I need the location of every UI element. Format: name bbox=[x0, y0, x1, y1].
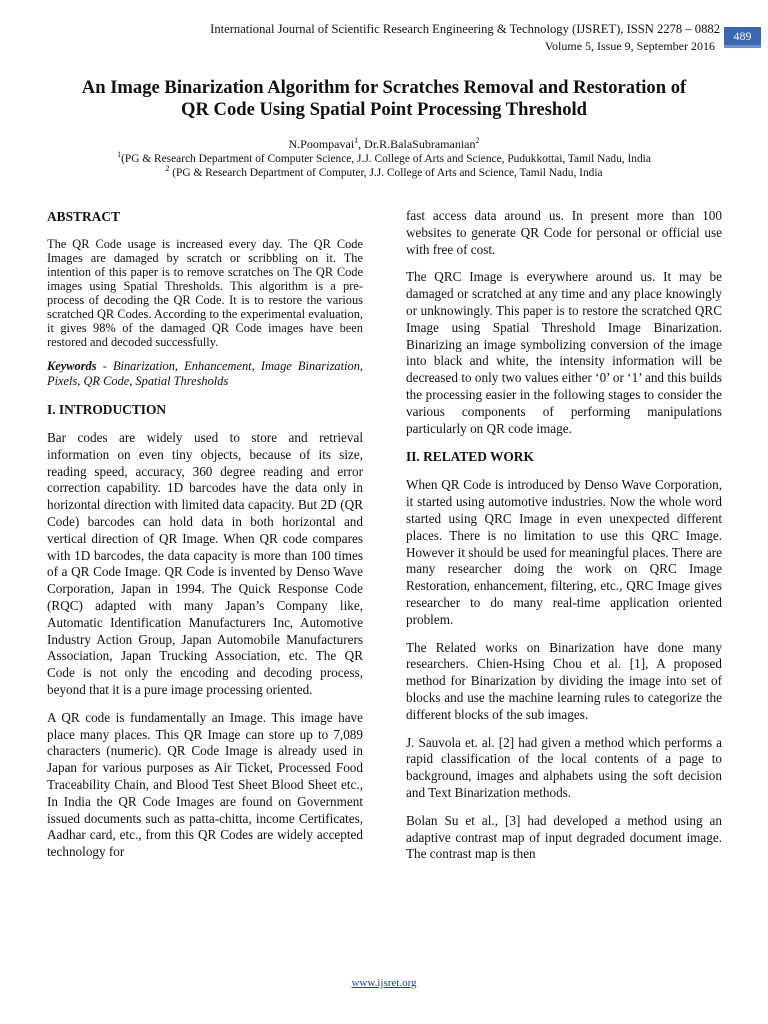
introduction-heading: I. INTRODUCTION bbox=[47, 402, 167, 417]
related-work-paragraph-4: Bolan Su et al., [3] had developed a method using an adaptive contrast map of input degraded document image. The contrast map is then bbox=[406, 812, 722, 862]
related-work-paragraph-2: The Related works on Binarization have done many researchers. Chien-Hsing Chou et al. [1], A proposed method for Binarization by dividing the image into set of blocks and use the machine learning rules to categorize the different blocks of the sub images. bbox=[406, 639, 722, 722]
page-badge-strip bbox=[724, 45, 761, 48]
right-column bbox=[406, 208, 722, 874]
affiliation-2-text: (PG & Research Department of Computer, J.J. College of Arts and Science, Tamil Nadu, India bbox=[169, 167, 603, 179]
right-paragraph-1: fast access data around us. In present more than 100 websites to generate QR Code for personal or official use with free of cost. bbox=[406, 208, 722, 257]
abstract-text: The QR Code usage is increased every day. The QR Code Images are damaged by scratch or scribbling on it. The intention of this paper is to remove scratches on The QR Code images using Spatial Thresholds. This algorithm is a pre-process of decoding the QR Code. It is to restore the various scratched QR Codes. According to the experimental evaluation, it gives 98% of the damaged QR Code images have been restored and decoded successfully. bbox=[47, 237, 363, 349]
footer-website-link[interactable]: www.ijsret.org bbox=[351, 977, 417, 989]
paper-title-line-2: QR Code Using Spatial Point Processing Threshold bbox=[180, 99, 588, 120]
keywords-text: - Binarization, Enhancement, Image Binarization, Pixels, QR Code, Spatial Thresholds bbox=[47, 359, 363, 388]
related-work-heading: II. RELATED WORK bbox=[406, 449, 534, 465]
author-1-sup: 1 bbox=[354, 136, 359, 145]
affiliation-2-sup: 2 bbox=[165, 164, 170, 174]
affiliation-1-text: (PG & Research Department of Computer Science, J.J. College of Arts and Science, Pudukkottai, Tamil Nadu, India bbox=[121, 153, 651, 165]
paper-title bbox=[30, 77, 738, 121]
author-separator: , bbox=[358, 137, 365, 151]
keywords bbox=[47, 359, 363, 389]
author-2-sup: 2 bbox=[475, 136, 480, 145]
page-number-badge: 489 bbox=[724, 27, 761, 45]
author-list bbox=[30, 137, 738, 151]
author-1: N.Poompavai bbox=[288, 137, 355, 151]
author-2: Dr.R.BalaSubramanian bbox=[364, 137, 476, 151]
journal-volume: Volume 5, Issue 9, September 2016 bbox=[544, 39, 715, 53]
affiliation-1-sup: 1 bbox=[117, 150, 122, 160]
left-column bbox=[47, 208, 363, 872]
related-work-paragraph-3: J. Sauvola et. al. [2] had given a method which performs a rapid classification of the local contents of a page to background, images and alphabets using the soft decision and Text Binarization methods. bbox=[406, 734, 722, 800]
abstract-heading: ABSTRACT bbox=[47, 209, 120, 224]
related-work-paragraph-1: When QR Code is introduced by Denso Wave Corporation, it started using automotive industries. Now the whole word started using QRC Image in even unexpected different places. There is no limitation to use this QRC Image. However it should be used for meaningful places. There are many researcher doing the work on QRC Image Restoration, enhancement, filtering, etc., QRC Image gives researcher to do many real-time application oriented problem. bbox=[406, 477, 722, 627]
affiliation-2 bbox=[30, 164, 738, 180]
paper-title-line-1: An Image Binarization Algorithm for Scratches Removal and Restoration of bbox=[81, 77, 687, 98]
journal-name: International Journal of Scientific Research Engineering & Technology (IJSRET), ISSN 2278 – 0882 bbox=[210, 22, 720, 36]
introduction-paragraph-1: Bar codes are widely used to store and retrieval information on even tiny objects, because of its size, reading speed, accuracy, 360 degree reading and error correction capability. 1D barcodes have the data only in horizontal direction with limited data capacity. But 2D (QR Code) barcodes can hold data in both horizontal and vertical direction of QR Image. When QR code compares with 1D barcodes, the data capacity is more than 100 times of a QR Code Image. QR Code is invented by Denso Wave Corporation, Japan in 1994. The Quick Response Code (RQC) adapted with many Japan’s Company like, Automatic Identification Manufacturers Inc, Automotive Industry Action Group, Japan Automobile Manufacturers Association, Japan Trucking Association, etc. The QR Code is not only the encoding and decoding process, beyond that it is a pure image processing oriented. bbox=[47, 430, 363, 697]
affiliation-1 bbox=[30, 150, 738, 166]
keywords-label: Keywords bbox=[47, 359, 97, 373]
introduction-paragraph-2: A QR code is fundamentally an Image. This image have place many places. This QR Image can store up to 7,089 characters (numeric). QR Code Image is already used in Japan for various purposes as Air Ticket, Processed Food Traceability Chain, and Blood Test Sheet Blood Sheet etc., In India the QR Code Images are found on Government issued documents such as patta-chitta, income Certificates, Aadhar card, etc., from this QR Codes are widely accepted technology for bbox=[47, 709, 363, 860]
right-paragraph-2: The QRC Image is everywhere around us. It may be damaged or scratched at any time and any place knowingly or unknowingly. This paper is to restore the scratched QRC Image using Spatial Threshold Image Binarization. Binarizing an image symbolizing conversion of the image into black and white, the intensity information will be decreased to only two values either ‘0’ or ‘1’ and this builds the processing easier in the following stages to consider the various components of performing manipulations particularly on QR code image. bbox=[406, 269, 722, 436]
